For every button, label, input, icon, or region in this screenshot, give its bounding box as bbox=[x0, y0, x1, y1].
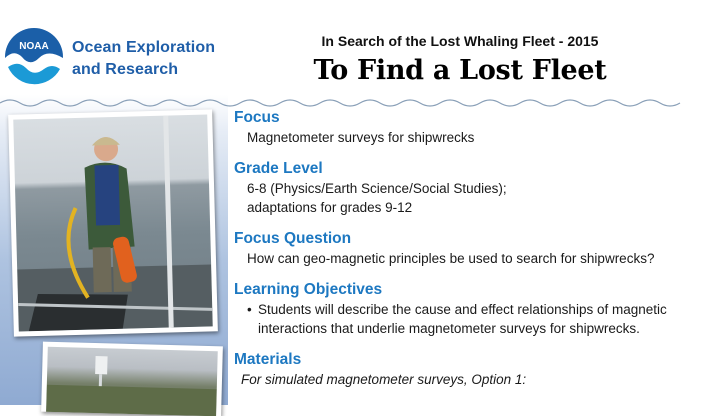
section-focus bbox=[234, 108, 714, 147]
expedition-subtitle: In Search of the Lost Whaling Fleet - 2015 bbox=[321, 33, 599, 49]
org-name bbox=[72, 37, 215, 81]
section-text: How can geo-magnetic principles be used to search for shipwrecks? bbox=[247, 251, 655, 266]
section-text: Magnetometer surveys for shipwrecks bbox=[247, 130, 475, 145]
section-heading: Learning Objectives bbox=[234, 281, 383, 298]
section-focus-question bbox=[234, 229, 714, 268]
section-learning-objectives bbox=[234, 280, 714, 338]
section-heading: Grade Level bbox=[234, 160, 323, 177]
org-line-2: and Research bbox=[72, 61, 179, 78]
page-title: To Find a Lost Fleet bbox=[313, 55, 607, 86]
section-heading: Focus Question bbox=[234, 230, 352, 247]
section-heading: Focus bbox=[234, 109, 280, 126]
sidebar bbox=[0, 0, 228, 405]
photo-scientist-magnetometer bbox=[8, 109, 218, 336]
org-line-1: Ocean Exploration bbox=[72, 39, 216, 56]
section-text: adaptations for grades 9-12 bbox=[247, 200, 413, 215]
section-grade-level bbox=[234, 159, 714, 217]
section-materials bbox=[234, 350, 714, 389]
lesson-content bbox=[234, 108, 714, 401]
section-text: 6-8 (Physics/Earth Science/Social Studies); bbox=[247, 181, 507, 196]
section-heading: Materials bbox=[234, 351, 302, 368]
list-item: • Students will describe the cause and effect relationships of magnetic interactions that underlie magnetometer surveys for shipwrecks. bbox=[241, 300, 714, 338]
section-text: For simulated magnetometer surveys, Option 1: bbox=[241, 372, 527, 387]
logo-text: NOAA bbox=[19, 41, 49, 52]
noaa-logo bbox=[4, 27, 64, 87]
